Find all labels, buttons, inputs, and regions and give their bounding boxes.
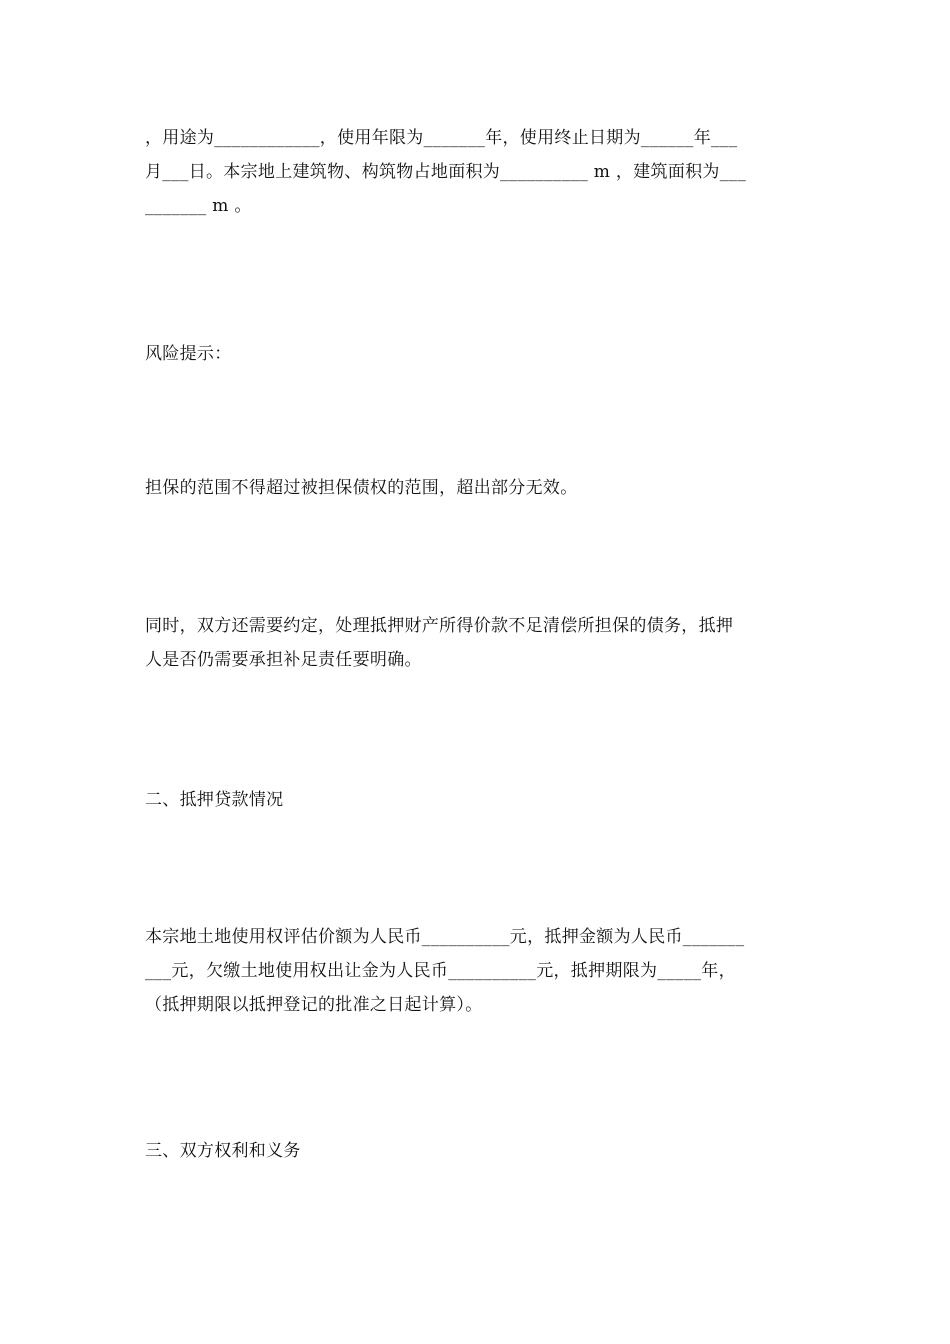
loan-paragraph (145, 920, 810, 1022)
section-two-title (145, 783, 810, 817)
paragraph-line: 同时，双方还需要约定，处理抵押财产所得价款不足清偿所担保的债务，抵押 (145, 616, 734, 636)
heading-text: 风险提示： (145, 344, 232, 364)
section-heading: 三、双方权利和义务 (145, 1141, 301, 1161)
section-three-title (145, 1134, 810, 1168)
paragraph-line: ___元，欠缴土地使用权出让金为人民币__________元，抵押期限为_____年， (145, 961, 736, 981)
paragraph-line: 月___日。本宗地上建筑物、构筑物占地面积为__________ m ，建筑面积为___ (145, 162, 747, 182)
risk-heading (145, 337, 810, 371)
paragraph-line: 担保的范围不得超过被担保债权的范围，超出部分无效。 (145, 478, 578, 498)
paragraph-line: _______ m 。 (145, 196, 252, 216)
paragraph-line: ，用途为____________，使用年限为_______年，使用终止日期为______年___ (145, 128, 738, 148)
agreement-paragraph (145, 609, 810, 677)
section-heading: 二、抵押贷款情况 (145, 790, 284, 810)
risk-text-paragraph (145, 471, 810, 505)
paragraph-line: 人是否仍需要承担补足责任要明确。 (145, 650, 422, 670)
land-use-paragraph (145, 121, 810, 223)
paragraph-line: （抵押期限以抵押登记的批准之日起计算）。 (145, 995, 483, 1015)
paragraph-line: 本宗地土地使用权评估价额为人民币__________元，抵押金额为人民币_______ (145, 927, 745, 947)
